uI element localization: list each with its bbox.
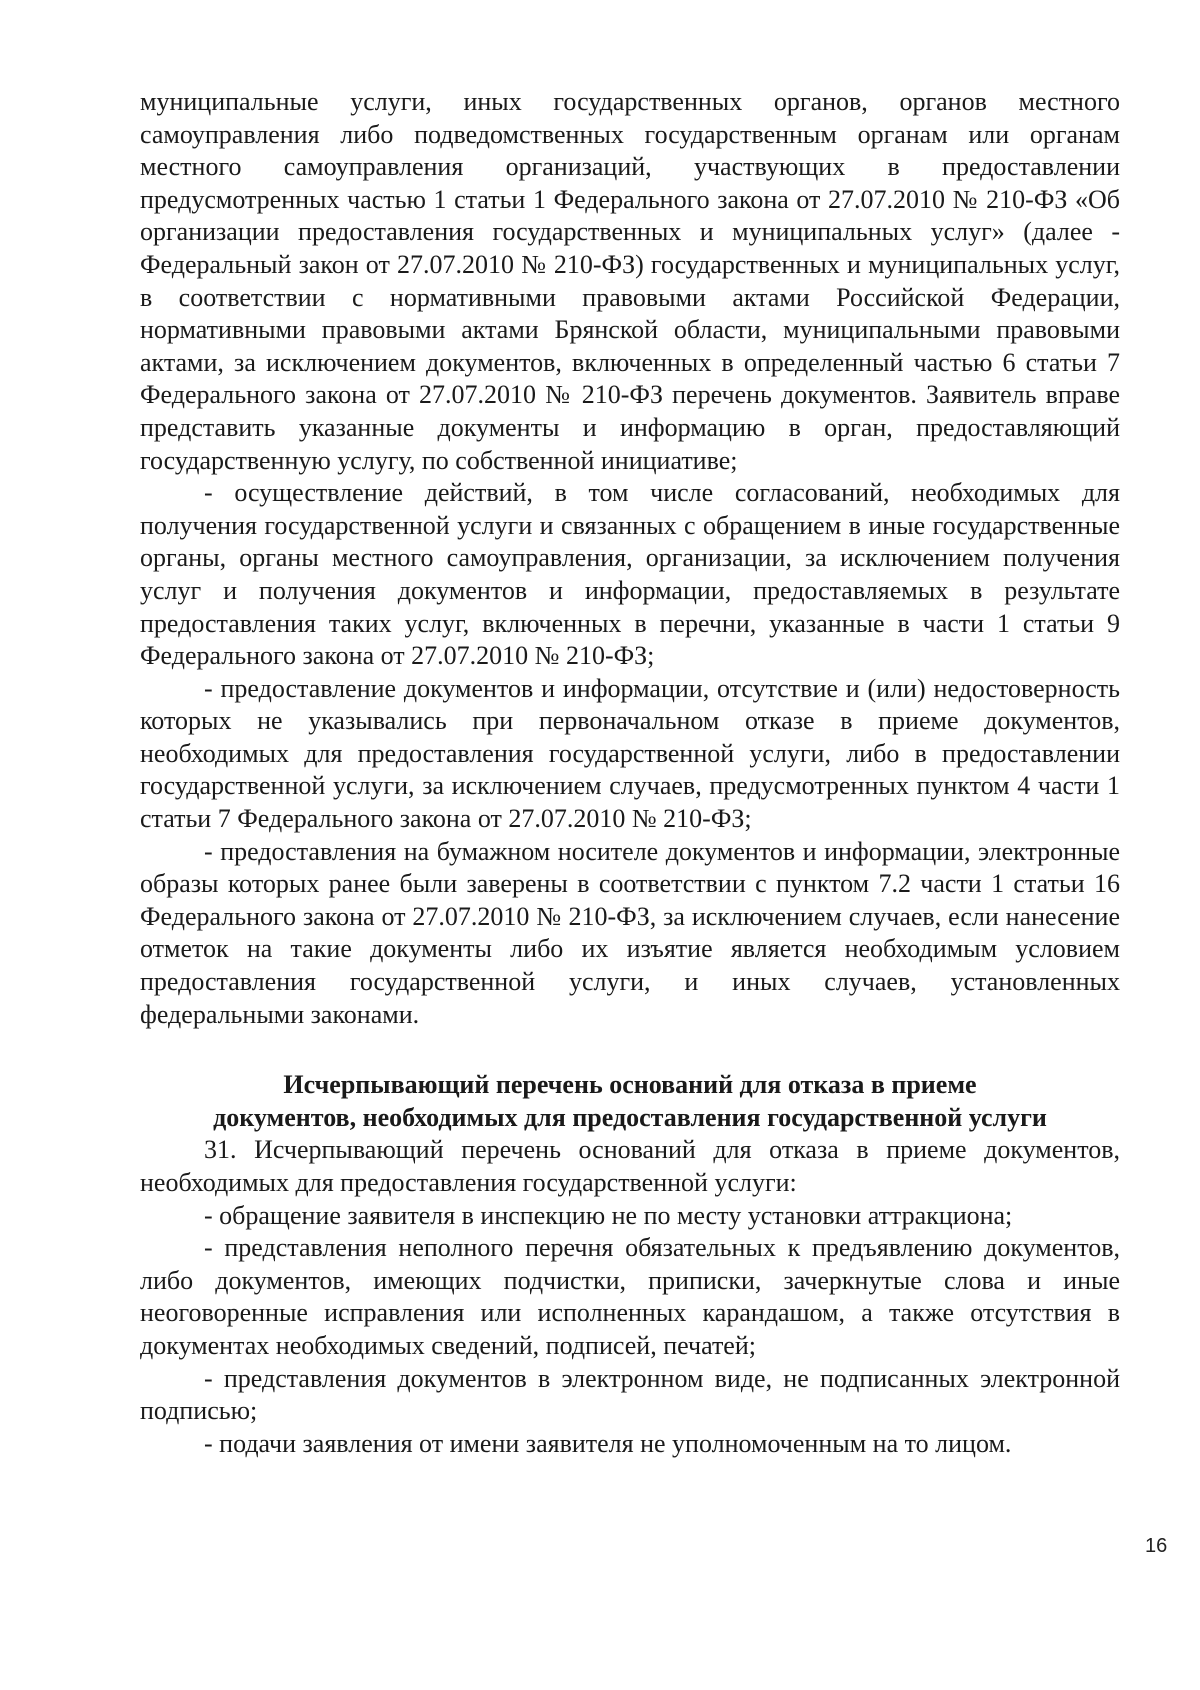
document-page — [140, 86, 1120, 1460]
list-item: - обращение заявителя в инспекцию не по месту установки аттракциона; — [204, 1200, 1013, 1230]
list-item: - представления документов в электронном виде, не подписанных электронной подписью; — [140, 1363, 1120, 1426]
section-heading-line-1: Исчерпывающий перечень оснований для отказа в приеме — [283, 1070, 977, 1100]
paragraph-actions: - осуществление действий, в том числе согласований, необходимых для получения государственной услуги и связанных с обращением в иные государственные органы, органы местного самоуправления, организации, за исключением получения услуг и получения документов и информации, предоставляемых в результате предоставления таких услуг, включенных в перечни, указанные в части 1 статьи 9 Федерального закона от 27.07.2010 № 210-ФЗ; — [140, 478, 1120, 671]
paragraph-continuation: муниципальные услуги, иных государственных органов, органов местного самоуправления либо подведомственных государственным органам или органам местного самоуправления организаций, участвующих в предоставлении предусмотренных частью 1 статьи 1 Федерального закона от 27.07.2010 № 210-ФЗ «Об организации предоставления государственных и муниципальных услуг» (далее - Федеральный закон от 27.07.2010 № 210-ФЗ) государственных и муниципальных услуг, в соответствии с нормативными правовыми актами Российской Федерации, нормативными правовыми актами Брянской области, муниципальными правовыми актами, за исключением документов, включенных в определенный частью 6 статьи 7 Федерального закона от 27.07.2010 № 210-ФЗ перечень документов. Заявитель вправе представить указанные документы и информацию в орган, предоставляющий государственную услугу, по собственной инициативе; — [140, 87, 1120, 475]
page-number: 16 — [1145, 1535, 1168, 1557]
section-heading-line-2: документов, необходимых для предоставления государственной услуги — [213, 1102, 1047, 1132]
section-heading — [140, 1069, 1120, 1134]
paragraph-documents-info: - предоставление документов и информации, отсутствие и (или) недостоверность которых не указывались при первоначальном отказе в приеме документов, необходимых для предоставления государственной услуги, либо в предоставлении государственной услуги, за исключением случаев, предусмотренных пунктом 4 части 1 статьи 7 Федерального закона от 27.07.2010 № 210-ФЗ; — [140, 673, 1120, 834]
list-item: - представления неполного перечня обязательных к предъявлению документов, либо документов, имеющих подчистки, приписки, зачеркнутые слова и иные неоговоренные исправления или исполненных карандашом, а также отсутствия в документах необходимых сведений, подписей, печатей; — [140, 1233, 1120, 1360]
paragraph-item-31: 31. Исчерпывающий перечень оснований для отказа в приеме документов, необходимых для предоставления государственной услуги: — [140, 1135, 1120, 1197]
paragraph-paper-copies: - предоставления на бумажном носителе документов и информации, электронные образы которых ранее были заверены в соответствии с пунктом 7.2 части 1 статьи 16 Федерального закона от 27.07.2010 № 210-ФЗ, за исключением случаев, если нанесение отметок на такие документы либо их изъятие является необходимым условием предоставления государственной услуги, и иных случаев, установленных федеральными законами. — [140, 836, 1120, 1029]
list-item: - подачи заявления от имени заявителя не уполномоченным на то лицом. — [204, 1428, 1012, 1458]
